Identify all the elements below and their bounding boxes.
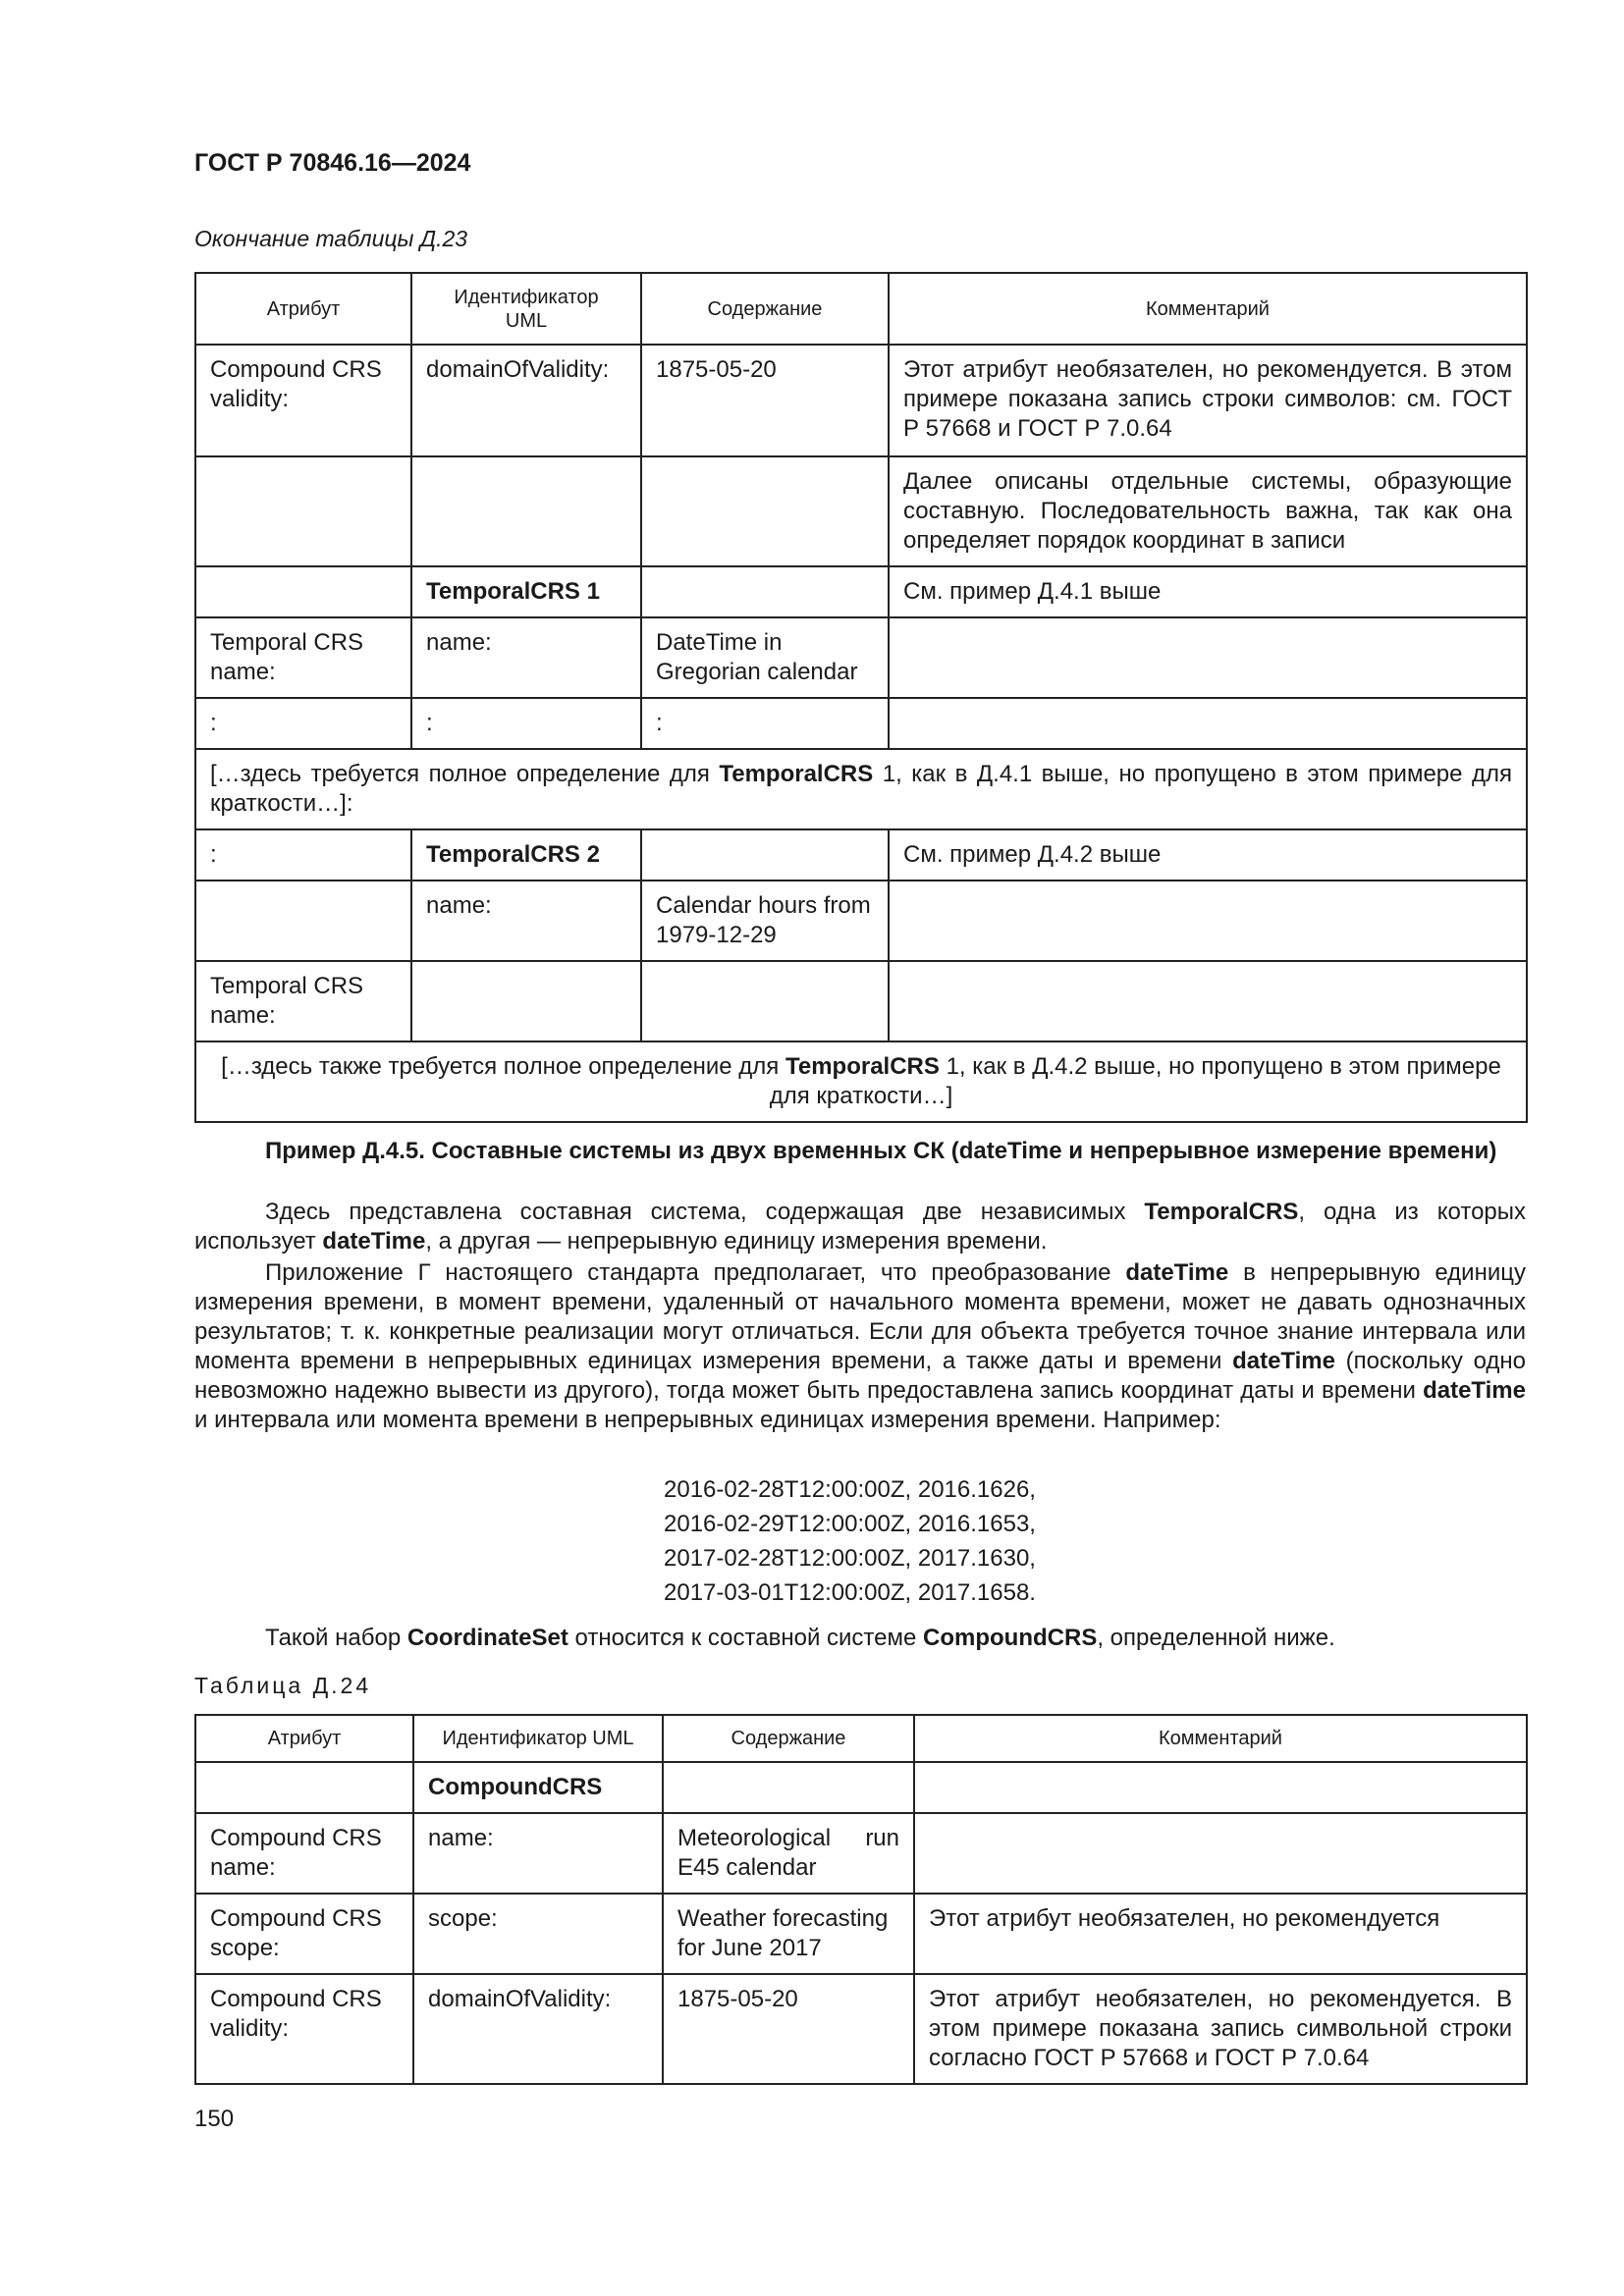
term-datetime: dateTime <box>1423 1377 1526 1404</box>
cell-content <box>641 829 889 881</box>
table-row <box>195 1974 1527 2084</box>
cell-uml: : <box>411 698 641 749</box>
cell-uml: name: <box>411 617 641 698</box>
cell-uml: scope: <box>413 1894 663 1974</box>
coordinate-line: 2016-02-29T12:00:00Z, 2016.1653, <box>664 1511 1036 1537</box>
cell-uml: name: <box>413 1813 663 1894</box>
cell-content: 1875-05-20 <box>663 1974 914 2084</box>
cell-attribute: Compound CRS name: <box>195 1813 413 1894</box>
span-note-prefix: […здесь также требуется полное определение для <box>221 1053 785 1080</box>
cell-comment: Этот атрибут необязателен, но рекомендуется. В этом примере показана запись строки символов: см. ГОСТ Р 57668 и ГОСТ Р 7.0.64 <box>889 345 1527 456</box>
cell-attribute <box>195 566 411 617</box>
cell-content <box>641 456 889 566</box>
paragraph-3-text-d: , определенной ниже. <box>1097 1625 1335 1651</box>
table-row <box>195 1813 1527 1894</box>
cell-content <box>663 1762 914 1813</box>
cell-uml: name: <box>411 881 641 961</box>
cell-uml: CompoundCRS <box>413 1762 663 1813</box>
cell-content <box>641 566 889 617</box>
cell-attribute: Compound CRS scope: <box>195 1894 413 1974</box>
table-row <box>195 617 1527 698</box>
cell-uml <box>411 961 641 1041</box>
cell-attribute <box>195 1762 413 1813</box>
header-comment: Комментарий <box>914 1715 1527 1762</box>
cell-comment <box>914 1813 1527 1894</box>
table-d23-end <box>194 272 1528 1123</box>
cell-content: DateTime in Gregorian calendar <box>641 617 889 698</box>
paragraph-3-text-c: относится к составной системе <box>568 1625 924 1651</box>
cell-uml: TemporalCRS 1 <box>411 566 641 617</box>
paragraph-2 <box>194 1258 1526 1435</box>
coordinate-line: 2017-02-28T12:00:00Z, 2017.1630, <box>664 1545 1036 1572</box>
paragraph-1-text-c: , одна из которых использует <box>194 1199 1527 1255</box>
span-note-term: TemporalCRS <box>719 761 874 787</box>
header-content: Содержание <box>663 1715 914 1762</box>
cell-content: Calendar hours from 1979-12-29 <box>641 881 889 961</box>
term-datetime: dateTime <box>322 1228 426 1255</box>
header-attribute: Атрибут <box>195 273 411 345</box>
table-header-row <box>195 1715 1527 1762</box>
table-row <box>195 1762 1527 1813</box>
term-compoundcrs: CompoundCRS <box>923 1625 1098 1651</box>
header-uml-identifier: Идентификатор UML <box>411 273 641 345</box>
term-coordinateset: CoordinateSet <box>406 1625 568 1651</box>
table-row <box>195 345 1527 456</box>
cell-comment: См. пример Д.4.2 выше <box>889 829 1527 881</box>
paragraph-2-text-c: в непрерывную единицу измерения времени, в момент времени, удаленный от начального момента времени, может не давать однозначных результатов; т. к. конкретные реализации могут отличаться. Если для объекта требуется точное знание интервала или момента времени в непрерывных единицах измерения времени, а также даты и времени <box>194 1259 1526 1374</box>
header-content: Содержание <box>641 273 889 345</box>
cell-uml <box>411 456 641 566</box>
header-uml-identifier: Идентификатор UML <box>413 1715 663 1762</box>
cell-uml: domainOfValidity: <box>411 345 641 456</box>
table-d24 <box>194 1714 1528 2085</box>
cell-attribute <box>195 456 411 566</box>
span-note-suffix: 1, как в Д.4.1 выше, но пропущено в этом примере для краткости…]: <box>210 761 1513 817</box>
page-number: 150 <box>194 2106 235 2132</box>
paragraph-1-text-a: Здесь представлена составная система, содержащая две независимых <box>265 1199 1145 1225</box>
paragraph-2-text-a: Приложение Г настоящего стандарта предполагает, что преобразование <box>265 1259 1126 1286</box>
cell-comment <box>889 961 1527 1041</box>
term-datetime: dateTime <box>1232 1348 1335 1374</box>
cell-attribute: Compound CRS validity: <box>195 345 411 456</box>
table-span-row <box>195 1041 1527 1122</box>
paragraph-2-text-e: и интервала или момента времени в непрерывных единицах измерения времени. Например: <box>194 1407 1221 1433</box>
span-note-suffix: 1, как в Д.4.2 выше, но пропущено в этом примере для краткости…] <box>769 1053 1501 1109</box>
cell-comment <box>914 1762 1527 1813</box>
coordinate-examples <box>664 1472 1036 1610</box>
cell-content: : <box>641 698 889 749</box>
cell-attribute <box>195 881 411 961</box>
cell-content: Weather forecasting for June 2017 <box>663 1894 914 1974</box>
cell-comment: Этот атрибут необязателен, но рекомендуется. В этом примере показана запись символьной строки согласно ГОСТ Р 57668 и ГОСТ Р 7.0.64 <box>914 1974 1527 2084</box>
table-row <box>195 456 1527 566</box>
cell-attribute: Temporal CRS name: <box>195 961 411 1041</box>
cell-uml: domainOfValidity: <box>413 1974 663 2084</box>
span-note-temporalcrs-2 <box>195 1041 1527 1122</box>
cell-attribute: Compound CRS validity: <box>195 1974 413 2084</box>
span-note-term: TemporalCRS <box>785 1053 940 1080</box>
term-datetime: dateTime <box>1125 1259 1229 1286</box>
cell-comment <box>889 881 1527 961</box>
cell-comment <box>889 698 1527 749</box>
table-row <box>195 829 1527 881</box>
example-heading-text: Пример Д.4.5. Составные системы из двух временных СК (dateTime и непрерывное измерение времени) <box>265 1138 1497 1164</box>
example-heading <box>194 1137 1526 1166</box>
cell-attribute: Temporal CRS name: <box>195 617 411 698</box>
document-title: ГОСТ Р 70846.16—2024 <box>194 149 471 177</box>
cell-attribute: : <box>195 829 411 881</box>
table-header-row <box>195 273 1527 345</box>
cell-comment <box>889 617 1527 698</box>
cell-comment: Этот атрибут необязателен, но рекомендуется <box>914 1894 1527 1974</box>
table-row <box>195 881 1527 961</box>
cell-comment: См. пример Д.4.1 выше <box>889 566 1527 617</box>
cell-content: Meteorological run E45 calendar <box>663 1813 914 1894</box>
cell-content: 1875-05-20 <box>641 345 889 456</box>
cell-uml: TemporalCRS 2 <box>411 829 641 881</box>
term-temporalcrs: TemporalCRS <box>1144 1199 1299 1225</box>
cell-content <box>641 961 889 1041</box>
table-span-row <box>195 749 1527 829</box>
span-note-temporalcrs-1 <box>195 749 1527 829</box>
paragraph-1-text-d: , а другая — непрерывную единицу измерения времени. <box>425 1228 1048 1255</box>
table-continuation-caption: Окончание таблицы Д.23 <box>194 226 468 251</box>
span-note-prefix: […здесь требуется полное определение для <box>210 761 720 787</box>
table-row <box>195 698 1527 749</box>
header-comment: Комментарий <box>889 273 1527 345</box>
paragraph-1 <box>194 1198 1526 1256</box>
paragraph-3 <box>194 1624 1526 1653</box>
header-attribute: Атрибут <box>195 1715 413 1762</box>
table-row <box>195 1894 1527 1974</box>
table-row <box>195 961 1527 1041</box>
paragraph-2-text-d: (поскольку одно невозможно надежно вывести из другого), тогда может быть предоставлена запись координат даты и времени <box>194 1348 1527 1404</box>
coordinate-line: 2016-02-28T12:00:00Z, 2016.1626, <box>664 1476 1036 1503</box>
table-row <box>195 566 1527 617</box>
coordinate-line: 2017-03-01T12:00:00Z, 2017.1658. <box>664 1579 1036 1606</box>
table-d24-caption: Таблица Д.24 <box>194 1673 372 1698</box>
cell-comment: Далее описаны отдельные системы, образующие составную. Последовательность важна, так как она определяет порядок координат в записи <box>889 456 1527 566</box>
paragraph-3-text-a: Такой набор <box>265 1625 407 1651</box>
cell-attribute: : <box>195 698 411 749</box>
